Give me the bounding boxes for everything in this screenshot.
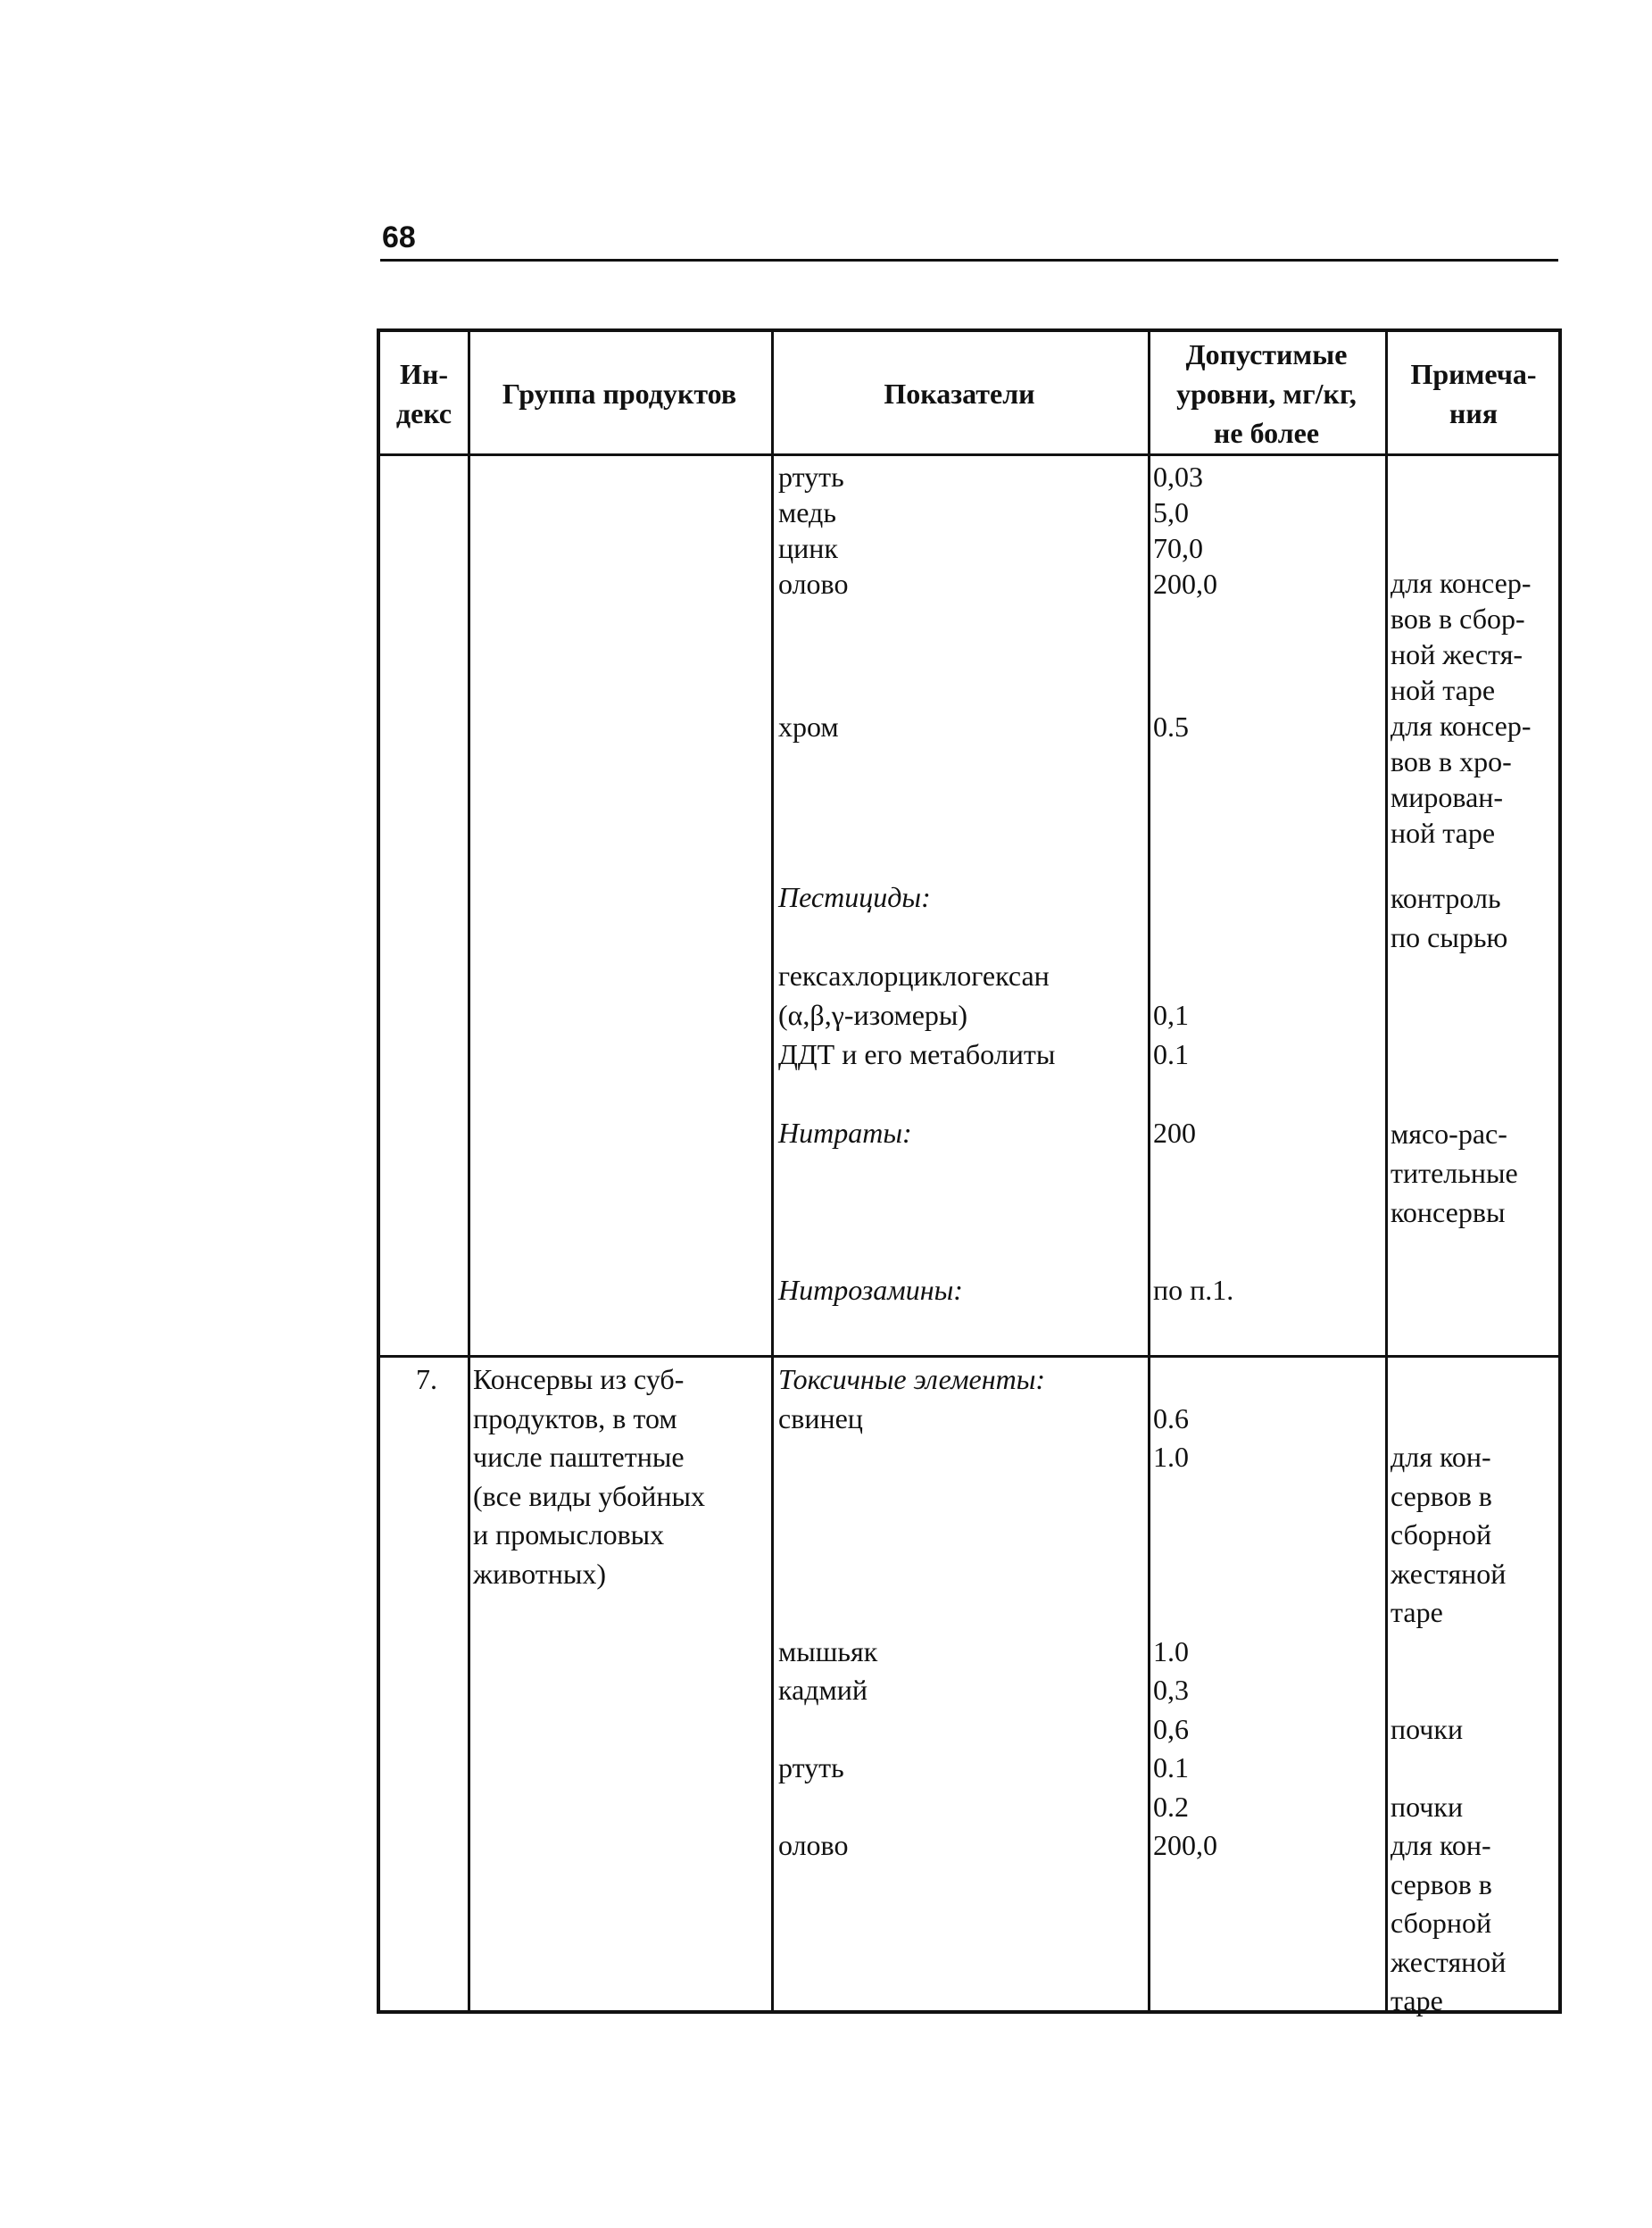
level-tin-row7: 200,0 — [1153, 1829, 1217, 1861]
level-ddt: 0.1 — [1153, 1038, 1189, 1070]
note-nitrates: мясо-рас- тительные консервы — [1391, 1118, 1518, 1228]
level-nitrosamines: по п.1. — [1153, 1274, 1234, 1306]
column-divider — [771, 332, 774, 2010]
indicator-chromium: хром — [778, 711, 839, 743]
row-divider — [380, 1355, 1558, 1358]
note-chromium: для консер- вов в хро- мирован- ной таре — [1391, 710, 1532, 849]
level-copper: 5,0 — [1153, 496, 1189, 528]
note-tin: для консер- вов в сбор- ной жестя- ной таре — [1391, 567, 1532, 706]
indicator-hch-isomers: (α,β,γ-изомеры) — [778, 999, 968, 1031]
level-mercury: 0,03 — [1153, 461, 1203, 493]
product-group: Консервы из суб- продуктов, в том числе паштетные (все виды убойных и промысловых животных) — [473, 1363, 705, 1590]
header-product-group: Группа продуктов — [502, 378, 737, 410]
level-mercury-kidneys: 0.2 — [1153, 1791, 1189, 1823]
indicator-mercury: ртуть — [778, 461, 844, 493]
pesticides-heading: Пестициды: — [778, 881, 931, 913]
level-zinc: 70,0 — [1153, 532, 1203, 564]
header-index: Ин- декс — [395, 358, 452, 429]
indicator-tin: олово — [778, 568, 849, 600]
standards-table — [377, 328, 1562, 2014]
note-pesticides: контроль по сырью — [1391, 882, 1508, 953]
level-cadmium: 0,3 — [1153, 1674, 1189, 1706]
level-hch: 0,1 — [1153, 999, 1189, 1031]
header-indicators: Показатели — [884, 378, 1035, 410]
indicator-cadmium: кадмий — [778, 1674, 868, 1706]
nitrosamines-heading: Нитрозамины: — [778, 1274, 963, 1306]
page-number: 68 — [382, 220, 416, 254]
note-cadmium: почки — [1391, 1713, 1464, 1745]
header-rule — [380, 259, 1558, 262]
indicator-mercury-row7: ртуть — [778, 1751, 844, 1783]
level-cadmium-kidneys: 0,6 — [1153, 1713, 1189, 1745]
level-lead: 0.6 — [1153, 1402, 1189, 1434]
row-index: 7. — [416, 1363, 437, 1395]
level-lead-tin-container: 1.0 — [1153, 1441, 1189, 1473]
header-divider — [380, 453, 1558, 456]
indicator-ddt: ДДТ и его метаболиты — [778, 1038, 1056, 1070]
note-mercury: почки — [1391, 1791, 1464, 1823]
note-lead: для кон- сервов в сборной жестяной таре — [1391, 1441, 1507, 1628]
level-nitrates: 200 — [1153, 1117, 1196, 1149]
level-mercury-row7: 0.1 — [1153, 1751, 1189, 1783]
indicator-lead: свинец — [778, 1402, 863, 1434]
indicator-arsenic: мышьяк — [778, 1635, 878, 1667]
level-tin: 200,0 — [1153, 568, 1217, 600]
nitrates-heading: Нитраты: — [778, 1117, 912, 1149]
level-arsenic: 1.0 — [1153, 1635, 1189, 1667]
indicator-copper: медь — [778, 496, 836, 528]
indicator-zinc: цинк — [778, 532, 838, 564]
level-chromium: 0.5 — [1153, 711, 1189, 743]
column-divider — [1385, 332, 1388, 2010]
note-tin-row7: для кон- сервов в сборной жестяной таре — [1391, 1829, 1507, 2016]
indicator-tin-row7: олово — [778, 1829, 849, 1861]
header-permissible-levels: Допустимые уровни, мг/кг, не более — [1176, 338, 1357, 449]
column-divider — [468, 332, 470, 2010]
column-divider — [1148, 332, 1150, 2010]
header-notes: Примеча- ния — [1410, 358, 1537, 429]
indicator-hch: гексахлорциклогексан — [778, 960, 1050, 992]
toxic-elements-heading: Токсичные элементы: — [778, 1363, 1046, 1395]
